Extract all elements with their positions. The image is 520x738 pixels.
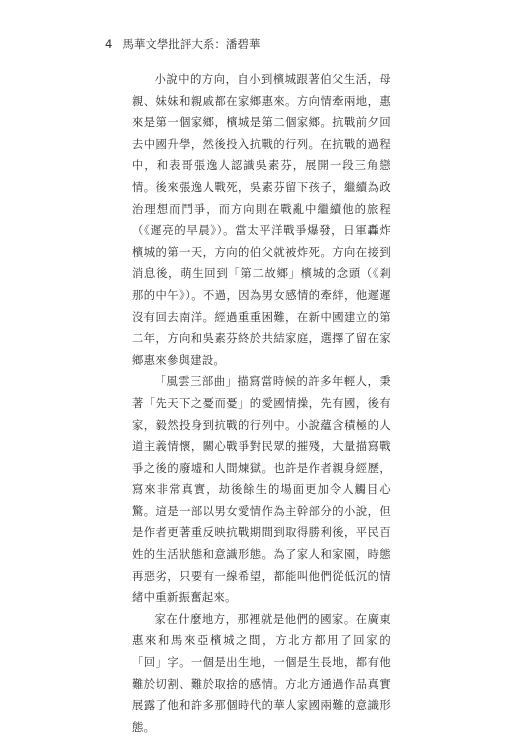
page-number: 4 (105, 37, 113, 51)
book-title: 馬華文學批評大系：潘碧華 (122, 37, 261, 51)
paragraph: 小說中的方向，自小到檳城跟著伯父生活，母親、妹妹和親戚都在家鄉惠來。方向情牽兩地，惠來是第一個家鄉，檳城是第二個家鄉。抗戰前夕回去中國升學，然後投入抗戰的行列。在抗戰的過程中，和表哥張逸人認識吳素芬，展開一段三角戀情。後來張逸人戰死，吳素芬留下孩子，繼續為政治理想而鬥爭，而方向則在戰亂中繼續他的旅程（《遲亮的早晨》）。當太平洋戰爭爆發，日軍轟炸檳城的第一天，方向的伯父就被炸死。方向在接到消息後，萌生回到「第二故鄉」檳城的念頭（《剎那的中午》）。不過，因為男女感情的牽絆，他遲遲沒有回去南洋。經過重重困難，在新中國建立的第二年，方向和吳素芬終於共結家庭，選擇了留在家鄉惠來參與建設。 (132, 73, 391, 367)
paragraph: 家在什麼地方，那裡就是他們的國家。在廣東惠來和馬來亞檳城之間，方北方都用了回家的「回」字。一個是出生地，一個是生長地，都有他難於切割、難於取捨的感情。方北方通過作品真實展露了他和許多那個時代的華人家國兩難的意識形態。 (132, 612, 391, 734)
body-text (132, 69, 391, 738)
paragraph: 「風雲三部曲」描寫當時候的許多年輕人，秉著「先天下之憂而憂」的愛國情操，先有國，後有家，毅然投身到抗戰的行列中。小說蘊含積極的人道主義情懷，關心戰爭對民眾的摧殘，大量描寫戰爭之後的廢墟和人間煉獄。也許是作者親身經歷，寫來非常真實，劫後餘生的場面更加令人觸目心驚。這是一部以男女愛情作為主幹部分的小說，但是作者更著重反映抗戰期間到取得勝利後，平民百姓的生活狀態和意識形態。為了家人和家園，時態再惡劣，只要有一線希望，都能叫他們從低沉的情緒中重新振奮起來。 (132, 375, 391, 605)
running-header (105, 37, 260, 51)
